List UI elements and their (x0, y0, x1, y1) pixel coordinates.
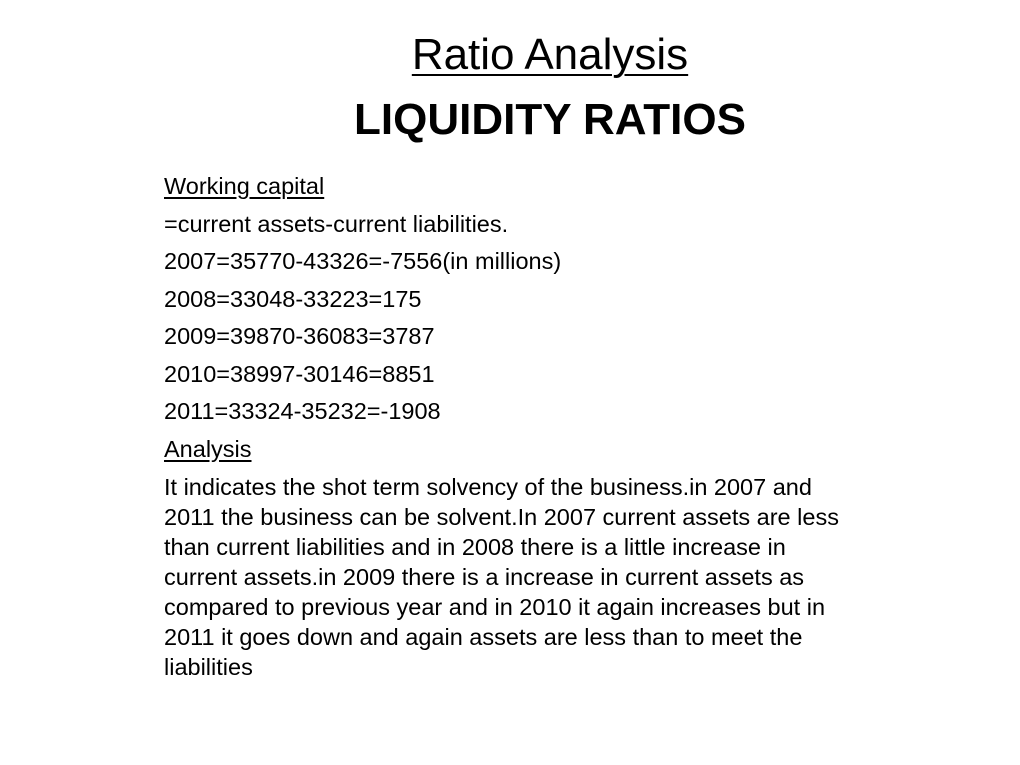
calculation-2008: 2008=33048-33223=175 (164, 285, 422, 312)
analysis-paragraph: It indicates the shot term solvency of the business.in 2007 and 2011 the business can be solvent.In 2007 current assets are less than current liabilities and in 2008 there is a little increase in current assets.in 2009 there is a increase in current assets as compared to previous year and in 2010 it again increases but in 2011 it goes down and again assets are less than to meet the liabilities (164, 474, 839, 680)
slide-body (164, 172, 864, 691)
working-capital-heading: Working capital (164, 173, 325, 199)
calculation-2007: 2007=35770-43326=-7556(in millions) (164, 248, 562, 274)
slide-title: Ratio Analysis (411, 30, 689, 79)
calculation-2011: 2011=33324-35232=-1908 (164, 398, 441, 424)
title-block (0, 28, 1020, 148)
analysis-heading: Analysis (164, 435, 252, 462)
working-capital-formula: =current assets-current liabilities. (164, 210, 509, 237)
calculation-2009: 2009=39870-36083=3787 (164, 323, 435, 349)
slide-subtitle: LIQUIDITY RATIOS (354, 95, 746, 144)
calculation-2010: 2010=38997-30146=8851 (164, 360, 435, 387)
